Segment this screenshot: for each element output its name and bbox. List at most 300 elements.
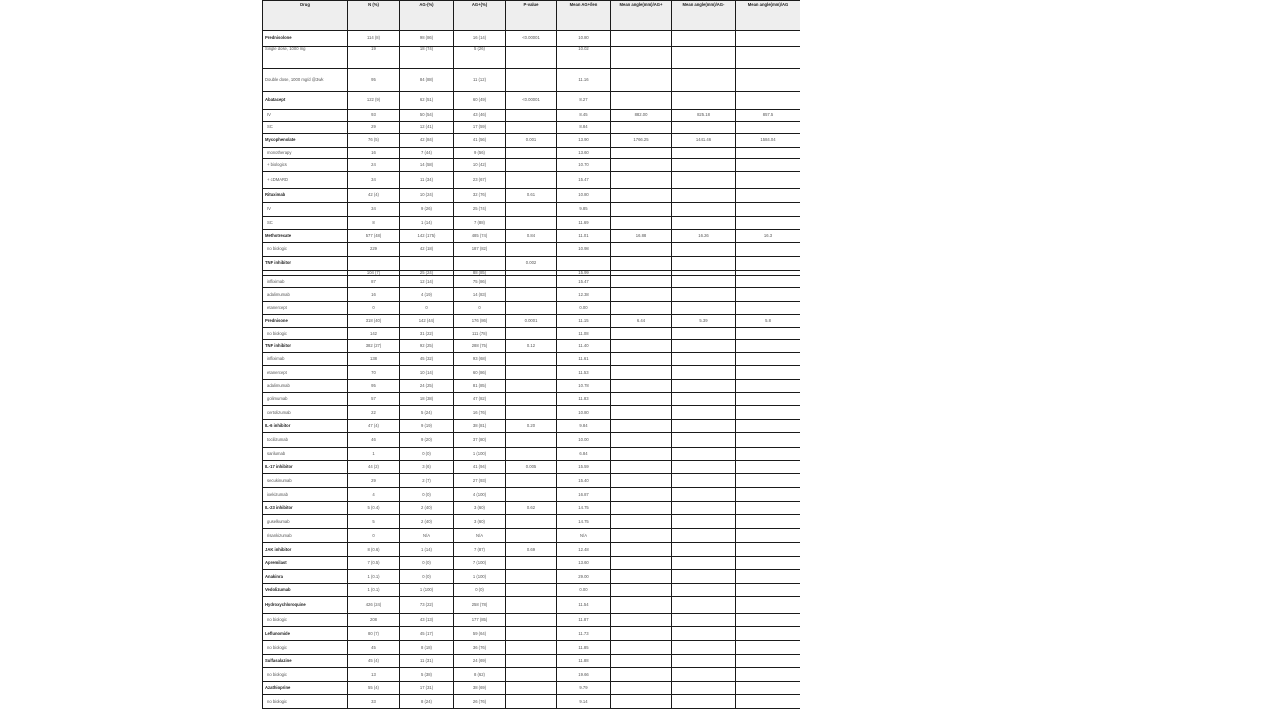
table-cell: 24 bbox=[348, 159, 400, 172]
column-header: P-value bbox=[506, 1, 557, 31]
row-label: Vedolizumab bbox=[263, 584, 348, 597]
table-cell: 5 (26) bbox=[454, 47, 506, 69]
table-cell: 34 bbox=[348, 172, 400, 189]
table-cell bbox=[672, 243, 736, 257]
table-cell bbox=[611, 257, 672, 271]
table-cell bbox=[506, 380, 557, 393]
table-cell: 9.84 bbox=[557, 420, 611, 433]
table-cell bbox=[736, 217, 801, 230]
table-cell: 0 bbox=[454, 302, 506, 315]
table-cell: 75 (86) bbox=[454, 276, 506, 288]
table-row bbox=[263, 276, 801, 288]
table-cell bbox=[611, 276, 672, 288]
table-cell bbox=[672, 597, 736, 614]
table-cell: 0 (0) bbox=[454, 584, 506, 597]
table-cell bbox=[611, 655, 672, 668]
table-cell: 44 (2) bbox=[348, 461, 400, 474]
table-cell: <0.00001 bbox=[506, 31, 557, 47]
table-cell: 95 bbox=[348, 380, 400, 393]
table-cell: 11.40 bbox=[557, 340, 611, 353]
table-cell bbox=[611, 614, 672, 627]
row-label: guselkumab bbox=[263, 515, 348, 529]
table-cell bbox=[736, 420, 801, 433]
table-cell: 16 (14) bbox=[454, 31, 506, 47]
table-cell bbox=[506, 515, 557, 529]
table-cell: 1441.46 bbox=[672, 134, 736, 148]
table-cell bbox=[736, 597, 801, 614]
table-cell bbox=[611, 353, 672, 366]
table-cell bbox=[672, 257, 736, 271]
table-cell bbox=[611, 448, 672, 461]
row-label: infliximab bbox=[263, 276, 348, 288]
table-cell bbox=[611, 366, 672, 380]
table-cell bbox=[672, 288, 736, 302]
table-cell bbox=[672, 515, 736, 529]
table-cell: 38 (69) bbox=[454, 682, 506, 695]
table-cell: 24 (69) bbox=[454, 655, 506, 668]
table-cell bbox=[506, 243, 557, 257]
table-row bbox=[263, 217, 801, 230]
table-cell: 73 (22) bbox=[400, 597, 454, 614]
table-cell bbox=[506, 433, 557, 448]
table-cell bbox=[672, 148, 736, 159]
table-row bbox=[263, 243, 801, 257]
table-cell bbox=[736, 570, 801, 584]
table-cell bbox=[611, 584, 672, 597]
row-label: TNF inhibitor bbox=[263, 340, 348, 353]
results-table bbox=[262, 0, 800, 709]
table-cell bbox=[672, 159, 736, 172]
table-cell bbox=[672, 433, 736, 448]
table-cell bbox=[736, 393, 801, 406]
table-cell bbox=[672, 655, 736, 668]
table-cell bbox=[611, 380, 672, 393]
table-group-row bbox=[263, 570, 801, 584]
table-cell: 29 bbox=[348, 474, 400, 488]
table-cell: 7 (88) bbox=[454, 217, 506, 230]
table-cell: 1 bbox=[348, 448, 400, 461]
table-cell: 29 bbox=[348, 122, 400, 134]
table-cell: 27 (93) bbox=[454, 474, 506, 488]
table-cell: 47 (4) bbox=[348, 420, 400, 433]
table-cell: N/A bbox=[557, 529, 611, 543]
table-cell: 7 (100) bbox=[454, 557, 506, 570]
row-label: IL-17 inhibitor bbox=[263, 461, 348, 474]
table-cell bbox=[611, 328, 672, 340]
table-cell bbox=[736, 172, 801, 189]
table-cell: 1 (0.1) bbox=[348, 584, 400, 597]
table-cell bbox=[736, 695, 801, 709]
table-cell: 0 (0) bbox=[400, 488, 454, 502]
table-cell bbox=[672, 627, 736, 641]
table-cell bbox=[672, 406, 736, 420]
table-cell bbox=[611, 47, 672, 69]
table-cell: 0 bbox=[348, 529, 400, 543]
table-cell: 45 (17) bbox=[400, 627, 454, 641]
table-cell: 8 (62) bbox=[454, 668, 506, 682]
table-cell bbox=[672, 31, 736, 47]
table-cell: 11 (12) bbox=[454, 69, 506, 92]
table-cell bbox=[672, 340, 736, 353]
table-cell: 5 (24) bbox=[400, 406, 454, 420]
row-label: Hydroxychloroquine bbox=[263, 597, 348, 614]
table-cell: 13.60 bbox=[557, 557, 611, 570]
row-label: ixekizumab bbox=[263, 488, 348, 502]
table-cell: N/A bbox=[400, 529, 454, 543]
table-cell bbox=[736, 366, 801, 380]
table-row bbox=[263, 110, 801, 122]
table-cell: 10.80 bbox=[557, 189, 611, 203]
row-label: adalimumab bbox=[263, 288, 348, 302]
table-cell bbox=[672, 570, 736, 584]
table-cell: 0 bbox=[348, 302, 400, 315]
table-group-row bbox=[263, 461, 801, 474]
table-cell bbox=[736, 92, 801, 110]
row-label: IV bbox=[263, 203, 348, 217]
table-cell: 10.80 bbox=[557, 31, 611, 47]
table-cell: 41 (56) bbox=[454, 134, 506, 148]
table-cell: 92 (25) bbox=[400, 340, 454, 353]
table-cell bbox=[506, 474, 557, 488]
row-label: golimumab bbox=[263, 393, 348, 406]
table-cell: 16.88 bbox=[611, 230, 672, 243]
table-cell: 0.61 bbox=[506, 189, 557, 203]
table-cell: 17 (59) bbox=[454, 122, 506, 134]
document-page bbox=[262, 0, 800, 720]
table-cell: 142 (44) bbox=[400, 315, 454, 328]
table-cell: 142 bbox=[348, 328, 400, 340]
table-cell: 43 (13) bbox=[400, 614, 454, 627]
table-cell: 16.3 bbox=[736, 230, 801, 243]
table-cell: 29.00 bbox=[557, 570, 611, 584]
table-cell bbox=[611, 641, 672, 655]
table-cell: 8.84 bbox=[557, 122, 611, 134]
table-cell bbox=[672, 529, 736, 543]
table-cell bbox=[506, 172, 557, 189]
table-cell: 13.90 bbox=[557, 134, 611, 148]
table-cell bbox=[736, 641, 801, 655]
table-cell: 114 (8) bbox=[348, 31, 400, 47]
table-cell bbox=[611, 148, 672, 159]
table-cell: 25 (74) bbox=[454, 203, 506, 217]
row-label: etanercept bbox=[263, 302, 348, 315]
table-row bbox=[263, 380, 801, 393]
row-label: adalimumab bbox=[263, 380, 348, 393]
table-cell: 10.98 bbox=[557, 243, 611, 257]
table-cell: 122 (9) bbox=[348, 92, 400, 110]
table-cell: 10.02 bbox=[557, 47, 611, 69]
table-group-row bbox=[263, 420, 801, 433]
table-cell: 59 (64) bbox=[454, 627, 506, 641]
table-cell: 24 (25) bbox=[400, 380, 454, 393]
table-header-row bbox=[263, 1, 801, 31]
table-cell: 98 (86) bbox=[400, 31, 454, 47]
table-cell: 45 (4) bbox=[348, 655, 400, 668]
table-cell: 11 (31) bbox=[400, 655, 454, 668]
table-cell bbox=[736, 353, 801, 366]
table-cell bbox=[736, 47, 801, 69]
table-cell bbox=[672, 682, 736, 695]
table-cell bbox=[506, 203, 557, 217]
table-cell: 14 (83) bbox=[454, 288, 506, 302]
table-cell: 9.85 bbox=[557, 203, 611, 217]
table-cell bbox=[672, 584, 736, 597]
table-cell bbox=[672, 461, 736, 474]
row-label: Abatacept bbox=[263, 92, 348, 110]
table-cell: 11.83 bbox=[557, 393, 611, 406]
table-cell bbox=[672, 217, 736, 230]
table-group-row bbox=[263, 31, 801, 47]
table-cell: 5.39 bbox=[672, 315, 736, 328]
table-cell: 10.78 bbox=[557, 380, 611, 393]
table-cell: 45 bbox=[348, 641, 400, 655]
table-row bbox=[263, 302, 801, 315]
table-cell bbox=[672, 668, 736, 682]
table-cell: 26 (76) bbox=[454, 695, 506, 709]
table-cell bbox=[611, 172, 672, 189]
table-cell bbox=[506, 302, 557, 315]
table-cell bbox=[611, 668, 672, 682]
table-cell: 3 (60) bbox=[454, 502, 506, 515]
table-cell: 7 (87) bbox=[454, 543, 506, 557]
table-cell bbox=[736, 488, 801, 502]
table-cell: 0.0001 bbox=[506, 315, 557, 328]
table-cell bbox=[736, 668, 801, 682]
table-cell bbox=[506, 47, 557, 69]
table-cell bbox=[611, 406, 672, 420]
table-cell: 187 (82) bbox=[454, 243, 506, 257]
table-cell: 15.99 bbox=[557, 271, 611, 276]
table-cell: 6.44 bbox=[611, 315, 672, 328]
table-group-row bbox=[263, 584, 801, 597]
table-cell: 55 (4) bbox=[348, 682, 400, 695]
row-label: monotherapy bbox=[263, 148, 348, 159]
table-cell bbox=[506, 529, 557, 543]
table-cell: <0.00001 bbox=[506, 92, 557, 110]
row-label: Anakinra bbox=[263, 570, 348, 584]
table-cell: 0.20 bbox=[506, 420, 557, 433]
table-cell bbox=[672, 276, 736, 288]
table-cell: 7 (0.5) bbox=[348, 557, 400, 570]
table-cell: 0.001 bbox=[506, 134, 557, 148]
table-cell: 0.62 bbox=[506, 502, 557, 515]
table-cell: 4 (19) bbox=[400, 288, 454, 302]
table-cell bbox=[611, 474, 672, 488]
table-cell: 0 bbox=[400, 302, 454, 315]
column-header: Mean angle(mm)/AG+ bbox=[611, 1, 672, 31]
table-cell: 2 (40) bbox=[400, 515, 454, 529]
table-cell: 2 (40) bbox=[400, 502, 454, 515]
table-cell: 1 (0.1) bbox=[348, 570, 400, 584]
table-cell: 13 bbox=[348, 668, 400, 682]
row-label: no biologic bbox=[263, 614, 348, 627]
table-cell bbox=[672, 203, 736, 217]
table-cell: 5.8 bbox=[736, 315, 801, 328]
table-cell bbox=[672, 420, 736, 433]
table-cell: 47 (82) bbox=[454, 393, 506, 406]
table-cell: 11.85 bbox=[557, 641, 611, 655]
table-row bbox=[263, 529, 801, 543]
table-cell bbox=[506, 448, 557, 461]
table-cell bbox=[736, 655, 801, 668]
table-cell: 138 bbox=[348, 353, 400, 366]
table-cell: 15.40 bbox=[557, 474, 611, 488]
table-cell bbox=[611, 189, 672, 203]
table-cell bbox=[611, 488, 672, 502]
table-row bbox=[263, 614, 801, 627]
table-cell: 4 (100) bbox=[454, 488, 506, 502]
table-row bbox=[263, 122, 801, 134]
table-cell bbox=[611, 420, 672, 433]
table-cell bbox=[506, 353, 557, 366]
table-cell: 9 (19) bbox=[400, 420, 454, 433]
table-cell: 11.69 bbox=[557, 217, 611, 230]
table-row bbox=[263, 488, 801, 502]
table-group-row bbox=[263, 597, 801, 614]
table-cell: 95 bbox=[348, 69, 400, 92]
table-cell bbox=[672, 543, 736, 557]
table-group-row bbox=[263, 340, 801, 353]
table-cell: 8.27 bbox=[557, 92, 611, 110]
table-cell: 70 bbox=[348, 366, 400, 380]
table-cell: 382 (27) bbox=[348, 340, 400, 353]
table-cell: 0.12 bbox=[506, 340, 557, 353]
table-cell: 0.002 bbox=[506, 257, 557, 271]
table-group-row bbox=[263, 502, 801, 515]
table-cell: 88 (85) bbox=[454, 271, 506, 276]
table-cell bbox=[611, 515, 672, 529]
table-group-row bbox=[263, 543, 801, 557]
table-cell bbox=[736, 328, 801, 340]
table-cell: 3 (6) bbox=[400, 461, 454, 474]
table-cell: 8.45 bbox=[557, 110, 611, 122]
table-cell bbox=[611, 433, 672, 448]
table-cell bbox=[736, 433, 801, 448]
table-group-row bbox=[263, 92, 801, 110]
table-cell bbox=[736, 302, 801, 315]
table-row bbox=[263, 515, 801, 529]
table-cell bbox=[506, 276, 557, 288]
table-cell: 9 (56) bbox=[454, 148, 506, 159]
row-label: IL-23 inhibitor bbox=[263, 502, 348, 515]
table-cell bbox=[506, 393, 557, 406]
table-cell bbox=[672, 328, 736, 340]
row-label: secukinumab bbox=[263, 474, 348, 488]
row-label: no biologic bbox=[263, 641, 348, 655]
table-group-row bbox=[263, 315, 801, 328]
row-label: certolizumab bbox=[263, 406, 348, 420]
table-cell: 177 (85) bbox=[454, 614, 506, 627]
table-group-row bbox=[263, 189, 801, 203]
table-cell bbox=[506, 668, 557, 682]
row-label: + biologics bbox=[263, 159, 348, 172]
table-cell: 11.87 bbox=[557, 614, 611, 627]
column-header: Mean angle(mm)/AG- bbox=[672, 1, 736, 31]
row-label: IL-6 inhibitor bbox=[263, 420, 348, 433]
table-cell: 6.84 bbox=[557, 448, 611, 461]
table-cell: 8 bbox=[348, 217, 400, 230]
table-cell bbox=[736, 69, 801, 92]
table-cell: 5 (0.4) bbox=[348, 502, 400, 515]
table-cell bbox=[611, 543, 672, 557]
table-group-row bbox=[263, 257, 801, 271]
table-cell: 2 (7) bbox=[400, 474, 454, 488]
table-cell: 142 (175) bbox=[400, 230, 454, 243]
table-cell bbox=[348, 257, 400, 271]
table-cell bbox=[454, 257, 506, 271]
table-cell: 12.38 bbox=[557, 288, 611, 302]
table-cell: 10.80 bbox=[557, 406, 611, 420]
table-cell: 0.69 bbox=[506, 543, 557, 557]
table-cell: 16.87 bbox=[557, 488, 611, 502]
table-row bbox=[263, 641, 801, 655]
table-cell: 84 (88) bbox=[400, 69, 454, 92]
table-cell: 11.73 bbox=[557, 627, 611, 641]
table-cell: 11 (34) bbox=[400, 172, 454, 189]
table-cell bbox=[736, 474, 801, 488]
table-cell: 37 (80) bbox=[454, 433, 506, 448]
table-cell: 111 (78) bbox=[454, 328, 506, 340]
row-label: Methotrexate bbox=[263, 230, 348, 243]
table-cell: 57 bbox=[348, 393, 400, 406]
table-cell: 42 (18) bbox=[400, 243, 454, 257]
table-cell bbox=[611, 203, 672, 217]
table-cell bbox=[506, 557, 557, 570]
table-cell: 11.54 bbox=[557, 597, 611, 614]
table-cell: 31 (22) bbox=[400, 328, 454, 340]
table-cell bbox=[672, 47, 736, 69]
table-cell: 10 (42) bbox=[454, 159, 506, 172]
table-cell bbox=[611, 461, 672, 474]
table-cell: 19 bbox=[348, 47, 400, 69]
table-cell: 426 (24) bbox=[348, 597, 400, 614]
table-cell: 60 (49) bbox=[454, 92, 506, 110]
table-cell: 0.00 bbox=[557, 584, 611, 597]
table-body bbox=[263, 31, 801, 709]
table-cell bbox=[611, 122, 672, 134]
table-cell: 16 bbox=[348, 148, 400, 159]
column-header: N (%) bbox=[348, 1, 400, 31]
table-cell: 42 (84) bbox=[400, 134, 454, 148]
table-cell: 10.70 bbox=[557, 159, 611, 172]
table-cell: 1 (100) bbox=[400, 584, 454, 597]
table-cell bbox=[506, 597, 557, 614]
table-cell: 1584.04 bbox=[736, 134, 801, 148]
table-cell bbox=[672, 366, 736, 380]
table-cell: 9 (20) bbox=[400, 433, 454, 448]
table-row bbox=[263, 172, 801, 189]
row-label: no biologic bbox=[263, 328, 348, 340]
table-cell: 15.47 bbox=[557, 172, 611, 189]
table-cell: 43 (46) bbox=[454, 110, 506, 122]
table-cell bbox=[611, 627, 672, 641]
table-cell: 0.00 bbox=[557, 302, 611, 315]
table-cell bbox=[736, 627, 801, 641]
table-cell bbox=[506, 655, 557, 668]
table-cell bbox=[736, 557, 801, 570]
table-row bbox=[263, 353, 801, 366]
table-cell bbox=[611, 393, 672, 406]
table-cell: 0.005 bbox=[506, 461, 557, 474]
table-row bbox=[263, 695, 801, 709]
table-cell bbox=[506, 366, 557, 380]
table-cell: 1 (100) bbox=[454, 570, 506, 584]
table-row bbox=[263, 393, 801, 406]
table-cell: 208 bbox=[348, 614, 400, 627]
table-row bbox=[263, 406, 801, 420]
row-label: TNF inhibitor bbox=[263, 257, 348, 271]
table-row bbox=[263, 159, 801, 172]
